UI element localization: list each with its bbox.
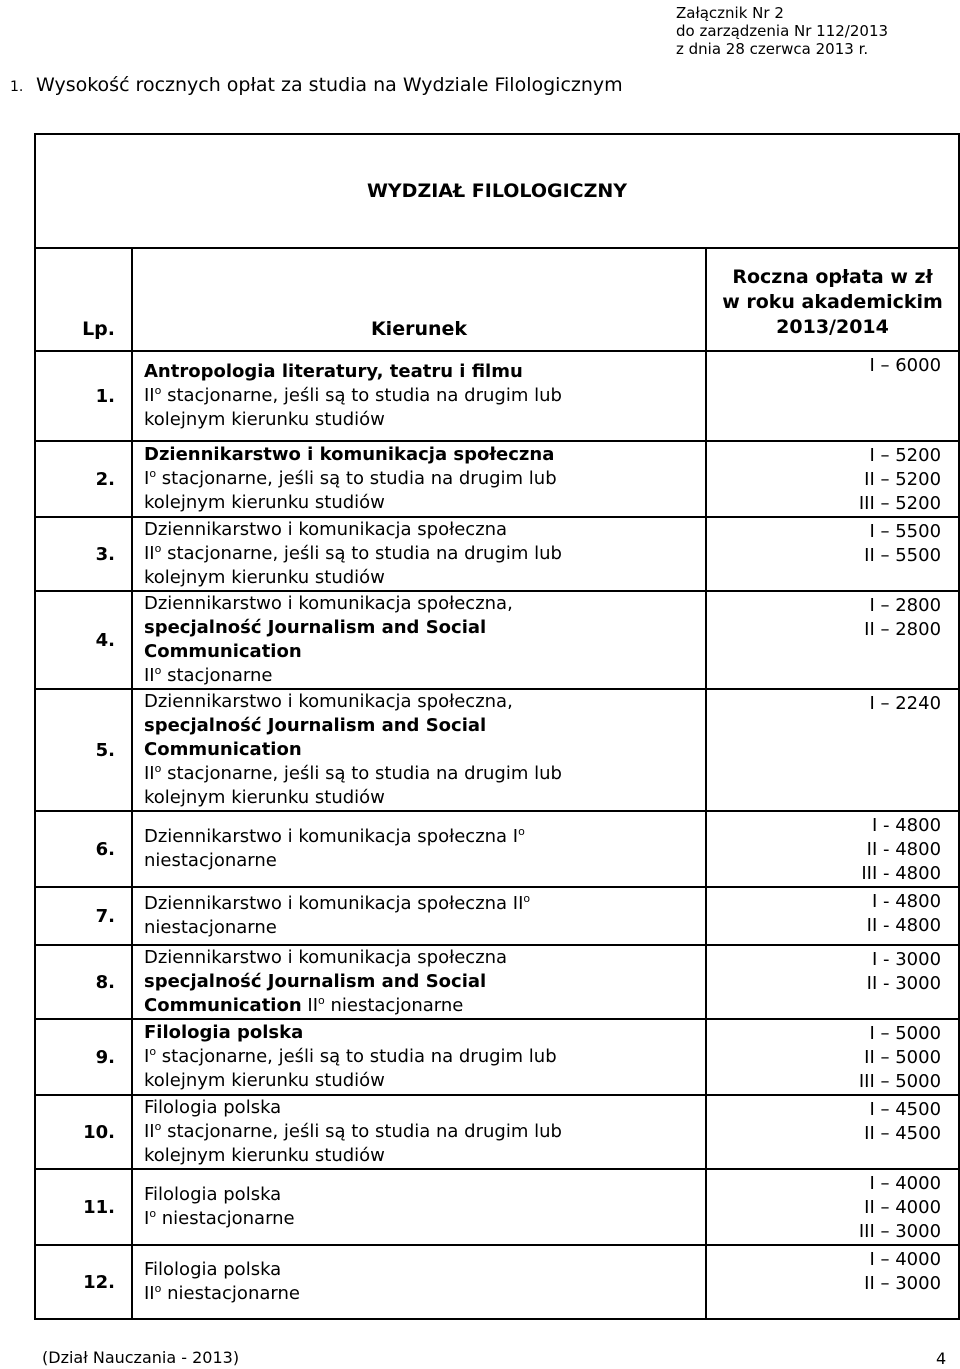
kierunek-line: [144, 1120, 705, 1144]
table-row: [35, 1019, 959, 1095]
fee-value: II - 3000: [866, 973, 942, 994]
row-kierunek: [132, 351, 706, 441]
kierunek-text: Communication: [144, 995, 302, 1016]
kierunek-rest: stacjonarne, jeśli są to studia na drugim lub: [161, 763, 562, 784]
kierunek-line: [144, 1021, 705, 1045]
fee-value: I – 4500: [869, 1099, 942, 1120]
section-heading: [10, 74, 623, 96]
fee-value: I - 4800: [871, 815, 942, 836]
table-row: [35, 1095, 959, 1169]
kierunek-line: [144, 616, 705, 640]
row-fee: [706, 1169, 959, 1245]
kierunek-text: Dziennikarstwo i komunikacja społeczna II: [144, 893, 524, 914]
fee-value: I - 3000: [871, 949, 942, 970]
page-number: 4: [936, 1349, 947, 1368]
table-row: [35, 441, 959, 517]
kierunek-line: [144, 1282, 705, 1306]
row-lp: 1.: [35, 351, 132, 441]
attachment-line: z dnia 28 czerwca 2013 r.: [676, 40, 869, 58]
row-lp: 10.: [35, 1095, 132, 1169]
fee-value: I – 5500: [869, 521, 942, 542]
kierunek-text: Filologia polska: [144, 1097, 282, 1118]
kierunek-line: [144, 825, 705, 849]
fee-value: I – 5200: [869, 445, 942, 466]
row-fee: [706, 887, 959, 945]
kierunek-text: kolejnym kierunku studiów: [144, 492, 385, 513]
fee-value: III – 3000: [858, 1221, 942, 1242]
row-kierunek: [132, 1095, 706, 1169]
kierunek-line: [144, 408, 705, 432]
kierunek-text: II: [144, 1283, 155, 1304]
degree-superscript: o: [523, 892, 531, 905]
fee-value: I – 5000: [869, 1023, 942, 1044]
kierunek-line: [144, 1207, 705, 1231]
kierunek-line: [144, 738, 705, 762]
footer-note: (Dział Nauczania - 2013): [42, 1348, 240, 1367]
fee-value: III – 5000: [858, 1071, 942, 1092]
table-row: [35, 945, 959, 1019]
fee-value: I – 4000: [869, 1249, 942, 1270]
kierunek-line: [144, 640, 705, 664]
kierunek-rest: stacjonarne, jeśli są to studia na drugim lub: [161, 385, 562, 406]
degree-superscript: o: [154, 542, 162, 555]
row-kierunek: [132, 887, 706, 945]
col-header-fee-line: w roku akademickim: [722, 291, 943, 313]
fee-value: II - 4800: [866, 839, 942, 860]
table-row: [35, 591, 959, 689]
row-kierunek: [132, 441, 706, 517]
row-lp: 11.: [35, 1169, 132, 1245]
kierunek-line: [144, 566, 705, 590]
kierunek-line: [144, 664, 705, 688]
table-row: [35, 517, 959, 591]
fee-value: I – 6000: [869, 355, 942, 376]
row-fee: [706, 1245, 959, 1319]
kierunek-text: II: [144, 665, 155, 686]
kierunek-line: [144, 360, 705, 384]
kierunek-line: [144, 592, 705, 616]
kierunek-text: II: [144, 1121, 155, 1142]
kierunek-text: Dziennikarstwo i komunikacja społeczna,: [144, 691, 513, 712]
kierunek-text: kolejnym kierunku studiów: [144, 787, 385, 808]
row-fee: [706, 591, 959, 689]
kierunek-line: [144, 1045, 705, 1069]
fee-value: III – 5200: [858, 493, 942, 514]
row-lp: 9.: [35, 1019, 132, 1095]
row-kierunek: [132, 1019, 706, 1095]
kierunek-line: [144, 491, 705, 515]
kierunek-line: [144, 1183, 705, 1207]
row-kierunek: [132, 945, 706, 1019]
kierunek-text: niestacjonarne: [144, 850, 277, 871]
row-kierunek: [132, 1169, 706, 1245]
kierunek-line: [144, 916, 705, 940]
fee-value: II – 4500: [864, 1123, 942, 1144]
kierunek-text: I: [144, 1208, 150, 1229]
kierunek-line: [144, 762, 705, 786]
kierunek-text: Dziennikarstwo i komunikacja społeczna: [144, 947, 508, 968]
kierunek-text: I: [144, 468, 150, 489]
kierunek-line: [144, 994, 705, 1018]
table-title: WYDZIAŁ FILOLOGICZNY: [35, 134, 959, 248]
kierunek-text: Dziennikarstwo i komunikacja społeczna I: [144, 826, 519, 847]
kierunek-text: specjalność Journalism and Social: [144, 617, 487, 638]
row-fee: [706, 1095, 959, 1169]
kierunek-line: [144, 1258, 705, 1282]
row-fee: [706, 811, 959, 887]
section-title: Wysokość rocznych opłat za studia na Wydziale Filologicznym: [36, 74, 623, 96]
kierunek-text: Filologia polska: [144, 1184, 282, 1205]
degree-superscript: o: [154, 1120, 162, 1133]
row-fee: [706, 1019, 959, 1095]
row-kierunek: [132, 517, 706, 591]
row-fee: [706, 441, 959, 517]
degree-superscript: o: [154, 762, 162, 775]
kierunek-line: [144, 1144, 705, 1168]
kierunek-text: Communication: [144, 739, 302, 760]
kierunek-text: I: [144, 1046, 150, 1067]
col-header-lp: Lp.: [35, 248, 132, 351]
fee-value: I – 4000: [869, 1173, 942, 1194]
table-row: [35, 811, 959, 887]
degree-superscript: o: [318, 994, 325, 1007]
degree-superscript: o: [154, 1282, 162, 1295]
table-row: [35, 1245, 959, 1319]
kierunek-rest: stacjonarne, jeśli są to studia na drugim lub: [156, 1046, 557, 1067]
kierunek-rest: stacjonarne: [161, 665, 273, 686]
row-lp: 6.: [35, 811, 132, 887]
fee-value: II – 5500: [864, 545, 942, 566]
table-row: [35, 689, 959, 811]
row-kierunek: [132, 811, 706, 887]
kierunek-rest: stacjonarne, jeśli są to studia na drugim lub: [161, 543, 562, 564]
kierunek-line: [144, 786, 705, 810]
kierunek-text: Filologia polska: [144, 1022, 304, 1043]
fee-value: III - 4800: [861, 863, 942, 884]
kierunek-line: [144, 542, 705, 566]
col-header-fee-line: 2013/2014: [776, 316, 889, 338]
row-lp: 2.: [35, 441, 132, 517]
row-lp: 7.: [35, 887, 132, 945]
kierunek-line: [144, 690, 705, 714]
fee-value: II – 2800: [864, 619, 942, 640]
kierunek-text: specjalność Journalism and Social: [144, 971, 487, 992]
kierunek-line: [144, 714, 705, 738]
kierunek-line: [144, 970, 705, 994]
kierunek-text: Dziennikarstwo i komunikacja społeczna,: [144, 593, 513, 614]
row-kierunek: [132, 591, 706, 689]
kierunek-line: [144, 518, 705, 542]
row-kierunek: [132, 1245, 706, 1319]
kierunek-text: specjalność Journalism and Social: [144, 715, 487, 736]
kierunek-rest: niestacjonarne: [324, 995, 464, 1016]
degree-superscript: o: [149, 1045, 157, 1058]
degree-superscript: o: [518, 825, 525, 838]
kierunek-rest: niestacjonarne: [156, 1208, 295, 1229]
col-header-fee: [706, 248, 959, 351]
kierunek-text: Antropologia literatury, teatru i filmu: [144, 361, 523, 382]
fee-table: [34, 133, 960, 1320]
row-lp: 3.: [35, 517, 132, 591]
fee-value: I – 2240: [869, 693, 942, 714]
row-fee: [706, 689, 959, 811]
degree-superscript: o: [154, 384, 162, 397]
kierunek-line: [144, 892, 705, 916]
fee-value: I - 4800: [871, 891, 942, 912]
kierunek-text: Communication: [144, 641, 302, 662]
col-header-kierunek: Kierunek: [132, 248, 706, 351]
degree-superscript: o: [154, 664, 162, 677]
kierunek-text: Filologia polska: [144, 1259, 282, 1280]
fee-value: II – 5200: [864, 469, 942, 490]
fee-value: II – 4000: [864, 1197, 942, 1218]
attachment-line: Załącznik Nr 2: [676, 4, 784, 22]
kierunek-rest: niestacjonarne: [161, 1283, 300, 1304]
kierunek-rest: stacjonarne, jeśli są to studia na drugim lub: [161, 1121, 562, 1142]
fee-value: II – 5000: [864, 1047, 942, 1068]
kierunek-text: II: [144, 543, 155, 564]
table-row: [35, 1169, 959, 1245]
degree-superscript: o: [149, 467, 157, 480]
kierunek-text: kolejnym kierunku studiów: [144, 1070, 385, 1091]
kierunek-line: [144, 467, 705, 491]
row-kierunek: [132, 689, 706, 811]
fee-value: II - 4800: [866, 915, 942, 936]
fee-value: II – 3000: [864, 1273, 942, 1294]
row-lp: 8.: [35, 945, 132, 1019]
kierunek-line: [144, 946, 705, 970]
row-lp: 4.: [35, 591, 132, 689]
row-fee: [706, 517, 959, 591]
row-fee: [706, 945, 959, 1019]
kierunek-line: [144, 1096, 705, 1120]
kierunek-text: kolejnym kierunku studiów: [144, 567, 385, 588]
kierunek-line: [144, 443, 705, 467]
fee-value: I – 2800: [869, 595, 942, 616]
table-row: [35, 887, 959, 945]
kierunek-text: kolejnym kierunku studiów: [144, 1145, 385, 1166]
kierunek-line: [144, 384, 705, 408]
attachment-note: [676, 4, 888, 58]
kierunek-text: II: [144, 385, 155, 406]
kierunek-line: [144, 1069, 705, 1093]
col-header-fee-line: Roczna opłata w zł: [732, 266, 933, 288]
table-row: [35, 351, 959, 441]
kierunek-text: II: [144, 763, 155, 784]
row-lp: 12.: [35, 1245, 132, 1319]
kierunek-line: [144, 849, 705, 873]
kierunek-text: Dziennikarstwo i komunikacja społeczna: [144, 444, 555, 465]
attachment-line: do zarządzenia Nr 112/2013: [676, 22, 889, 40]
degree-superscript: o: [149, 1207, 157, 1220]
section-number: 1.: [10, 79, 24, 95]
kierunek-text: Dziennikarstwo i komunikacja społeczna: [144, 519, 508, 540]
row-fee: [706, 351, 959, 441]
kierunek-tail: II: [301, 995, 319, 1016]
kierunek-text: niestacjonarne: [144, 917, 277, 938]
row-lp: 5.: [35, 689, 132, 811]
kierunek-text: kolejnym kierunku studiów: [144, 409, 385, 430]
kierunek-rest: stacjonarne, jeśli są to studia na drugim lub: [156, 468, 557, 489]
